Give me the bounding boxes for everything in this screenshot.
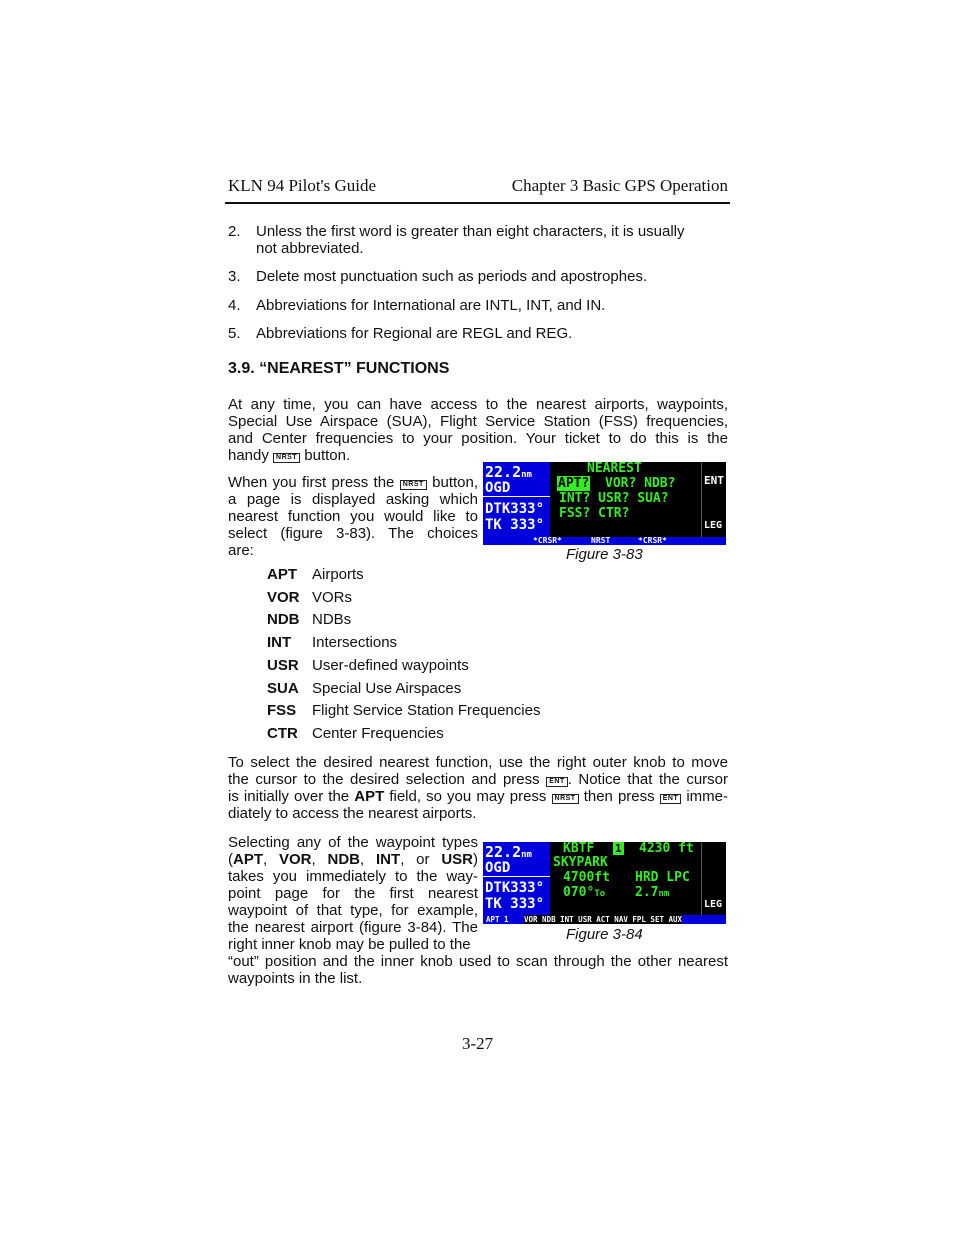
list-number: 2. [228,223,241,240]
selecting-paragraph-continued: “out” position and the inner knob used to scan through the other nearest waypoints in the list. [228,953,728,987]
running-header-right: Chapter 3 Basic GPS Operation [511,176,728,195]
ent-key-icon: ENT [660,794,682,804]
ent-key-icon: ENT [546,777,568,787]
side-panel: LEG [701,842,727,915]
list-number: 4. [228,297,241,314]
figure-caption: Figure 3-84 [566,926,643,943]
status-line: *CRSR* NRST *CRSR* [483,537,726,545]
page-number: 3-27 [462,1034,494,1053]
list-item: Delete most punctuation such as periods and apostrophes. [256,268,648,285]
figure-caption: Figure 3-83 [566,546,643,563]
nrst-key-icon: NRST [400,480,427,490]
list-number: 5. [228,325,241,342]
apt-cursor: APT? [558,476,590,491]
list-item: Abbreviations for International are INTL, INT, and IN. [256,297,606,314]
running-header-left: KLN 94 Pilot's Guide [228,176,377,195]
page-type-bar: APT 1 VOR NDB INT USR ACT NAV FPL SET AUX [483,915,726,924]
list-number: 3. [228,268,241,285]
side-panel: ENT LEG [701,462,727,537]
header-rule [225,202,730,204]
figure-3-83-screen: 22.2nm OGD DTK333° TK 333° NEAREST APT? VOR? NDB? INT? USR? SUA? FSS? CTR? ENT LEG *CRSR* NRST *CRSR* [483,462,726,545]
selecting-paragraph: Selecting any of the waypoint types (APT, VOR, NDB, INT, or USR) takes you immediately to the way- point page for the first nearest waypoint of that type, for example, the nearest airport (figure 3-84). The right inner knob may be pulled to the [228,834,479,953]
when-paragraph: When you first press the NRST button, a page is displayed asking which nearest function you would like to select (figure 3-83). The choices are: [228,474,479,559]
select-paragraph: To select the desired nearest function, use the right outer knob to move the cursor to the desired selection and press ENT . Notice that the cursor is initially over the APT field, so you may press NRST then press ENT imme- diately to access the nearest airports. [228,754,729,822]
left-page-panel: 22.2nm OGD DTK333° TK 333° [483,842,550,915]
nrst-key-icon: NRST [552,794,579,804]
nrst-key-icon: NRST [273,453,300,463]
intro-paragraph: At any time, you can have access to the nearest airports, waypoints, Special Use Airspace (SUA), Flight Service Station (FSS) frequencies, and Center frequencies to your position. Your ticket to do this is the handy NRST button. [228,396,728,464]
left-page-panel: 22.2nm OGD DTK333° TK 333° [483,462,550,537]
figure-3-84-screen: 22.2nm OGD DTK333° TK 333° KBTF 1 4230 ft SKYPARK 4700ft HRD LPC 070°To 2.7nm LEG APT 1 VOR NDB INT USR ACT NAV FPL SET AUX [483,842,726,924]
waypoint-index-badge: 1 [615,842,622,855]
list-item: Unless the first word is greater than eight characters, it is usually not abbreviated. [256,223,685,257]
section-title: 3.9. “NEAREST” FUNCTIONS [228,360,450,377]
list-item: Abbreviations for Regional are REGL and REG. [256,325,573,342]
